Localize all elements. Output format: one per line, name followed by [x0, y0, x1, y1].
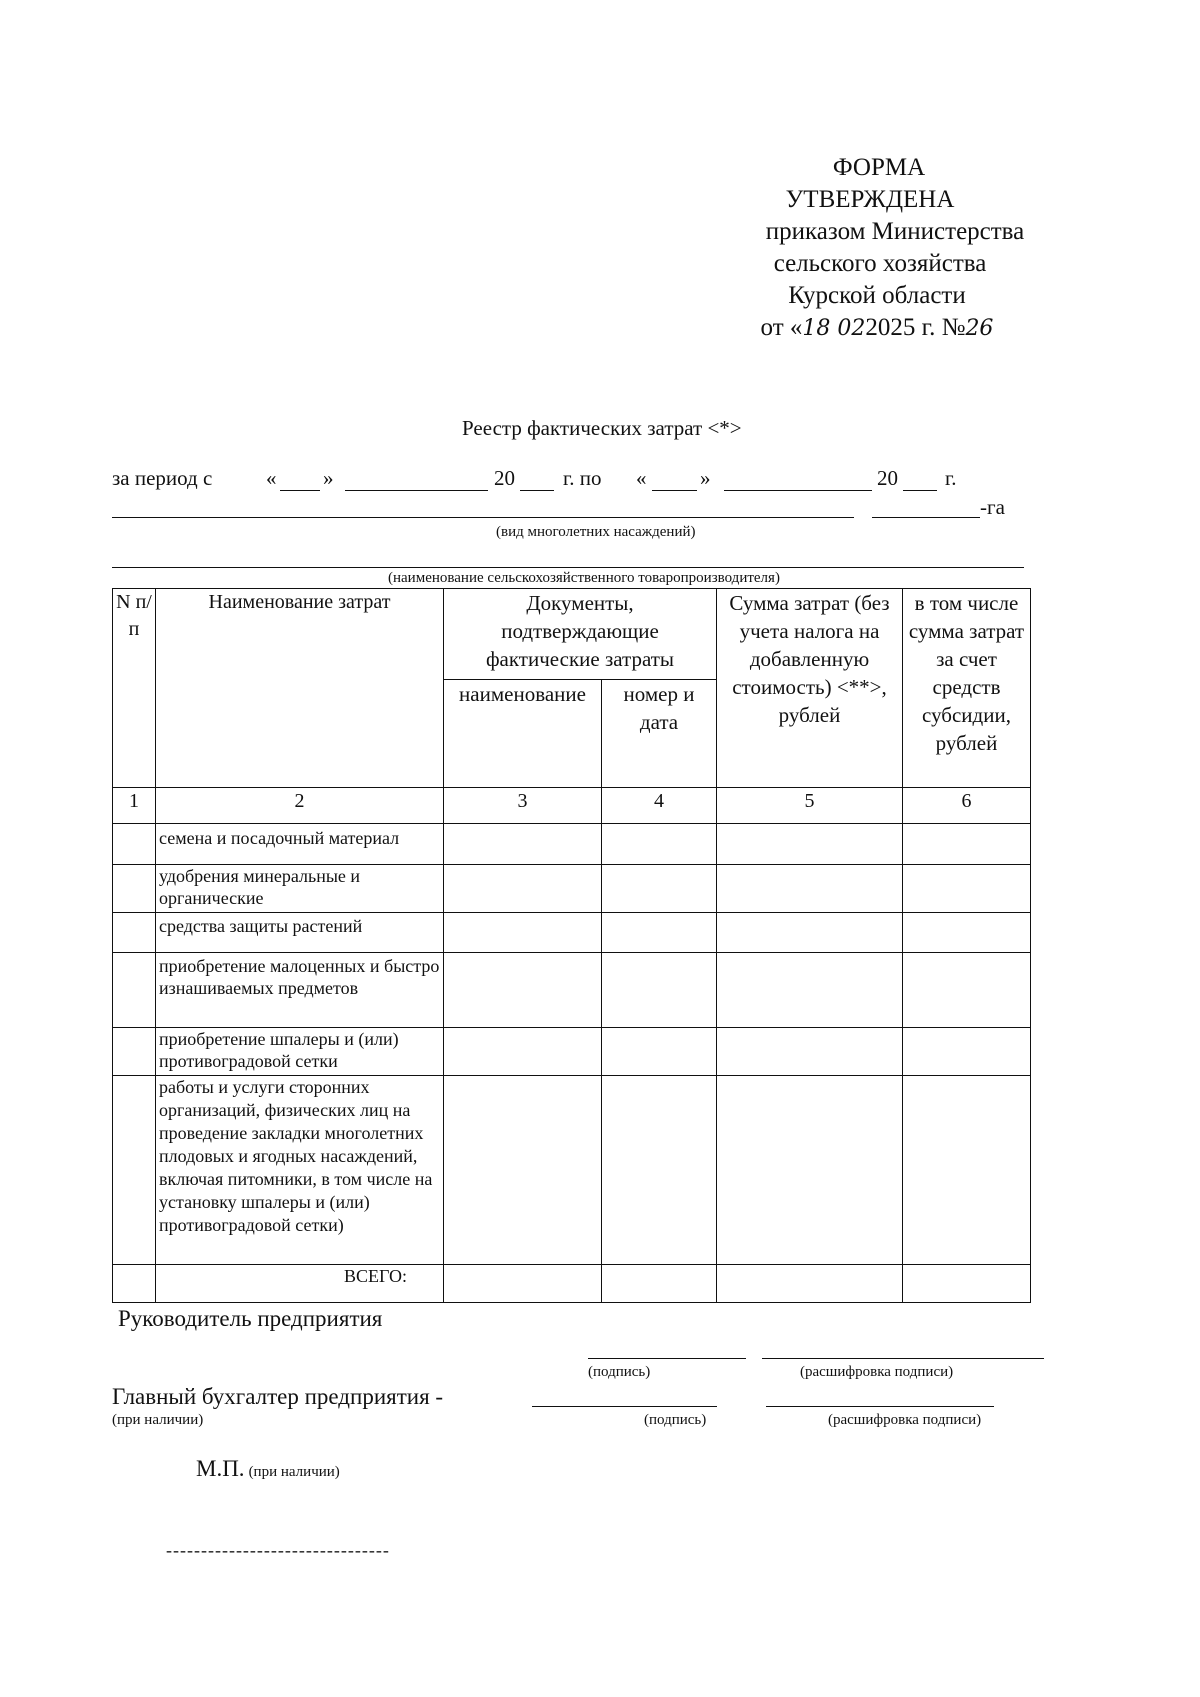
row-doc-number-cell — [602, 913, 717, 953]
total-label: ВСЕГО: — [156, 1265, 444, 1303]
accountant-if-available: (при наличии) — [112, 1412, 204, 1428]
area-unit: -га — [980, 495, 1005, 519]
seal-line — [196, 1456, 340, 1482]
total-num-cell — [113, 1265, 156, 1303]
period-month-2-blank — [724, 490, 872, 491]
row-subsidy-cell — [903, 824, 1031, 865]
row-subsidy-cell — [903, 865, 1031, 913]
row-sum-cell — [717, 1028, 903, 1076]
column-number: 4 — [602, 788, 717, 824]
row-num-cell — [113, 1028, 156, 1076]
row-sum-cell — [717, 953, 903, 1028]
table-row — [113, 913, 1031, 953]
column-number: 5 — [717, 788, 903, 824]
period-year-2: 20 — [877, 466, 898, 490]
period-year-2-blank — [903, 490, 937, 491]
header-num: N п/п — [113, 589, 156, 788]
row-cost-name: работы и услуги сторонних организаций, физических лиц на проведение закладки многолетних плодовых и ягодных насаждений, включая питомники, в том числе на установку шпалеры и (или) противоградовой сетки) — [156, 1076, 444, 1265]
plantation-caption: (вид многолетних насаждений) — [496, 524, 696, 540]
header-sum: Сумма затрат (без учета налога на добавленную стоимость) <**>, рублей — [717, 589, 903, 788]
cost-register-table — [112, 588, 1031, 1303]
column-number: 3 — [444, 788, 602, 824]
row-subsidy-cell — [903, 1028, 1031, 1076]
row-subsidy-cell — [903, 1076, 1031, 1265]
period-open-quote-2: « — [636, 466, 647, 490]
row-cost-name: средства защиты растений — [156, 913, 444, 953]
approval-approved-label: УТВЕРЖДЕНА — [785, 186, 955, 213]
approval-form-label: ФОРМА — [832, 154, 926, 181]
row-cost-name: удобрения минеральные и органические — [156, 865, 444, 913]
column-number: 6 — [903, 788, 1031, 824]
period-day-1-blank — [280, 490, 320, 491]
column-numbers-row — [113, 788, 1031, 824]
row-cost-name: приобретение шпалеры и (или) противоградовой сетки — [156, 1028, 444, 1076]
row-doc-number-cell — [602, 953, 717, 1028]
approval-date-handwritten: 18 02 — [802, 316, 866, 341]
row-num-cell — [113, 824, 156, 865]
total-sum-cell — [717, 1265, 903, 1303]
row-doc-number-cell — [602, 824, 717, 865]
row-subsidy-cell — [903, 913, 1031, 953]
row-cost-name: семена и посадочный материал — [156, 824, 444, 865]
period-day-2-blank — [652, 490, 697, 491]
period-open-quote-1: « — [266, 466, 277, 490]
row-doc-name-cell — [444, 865, 602, 913]
row-subsidy-cell — [903, 953, 1031, 1028]
header-cost-name: Наименование затрат — [156, 589, 444, 788]
row-doc-number-cell — [602, 1076, 717, 1265]
head-decoding-caption: (расшифровка подписи) — [800, 1364, 954, 1380]
table-row — [113, 1076, 1031, 1265]
period-g-po: г. по — [563, 466, 602, 490]
row-sum-cell — [717, 824, 903, 865]
producer-line — [112, 567, 1024, 568]
header-subsidy: в том числе сумма затрат за счет средств субсидии, рублей — [903, 589, 1031, 788]
header-doc-name: наименование — [444, 680, 602, 788]
period-label: за период с — [112, 466, 213, 490]
period-close-quote-2: » — [700, 466, 711, 490]
approval-ministry-label: сельского хозяйства — [773, 250, 987, 277]
document-title: Реестр фактических затрат <*> — [462, 416, 742, 440]
seal-note: (при наличии) — [248, 1464, 340, 1480]
approval-region-label: Курской области — [788, 282, 966, 309]
head-label: Руководитель предприятия — [118, 1306, 383, 1331]
row-num-cell — [113, 1076, 156, 1265]
period-g: г. — [945, 466, 957, 490]
producer-caption: (наименование сельскохозяйственного товаропроизводителя) — [388, 570, 780, 586]
approval-date-suffix: 2025 г. № — [865, 314, 966, 341]
period-month-1-blank — [345, 490, 488, 491]
table-row — [113, 1028, 1031, 1076]
head-decoding-line — [762, 1358, 1044, 1359]
period-year-1-blank — [520, 490, 554, 491]
row-doc-name-cell — [444, 1028, 602, 1076]
head-signature-caption: (подпись) — [588, 1364, 651, 1380]
head-signature-line — [588, 1358, 746, 1359]
area-line — [872, 517, 980, 518]
row-doc-name-cell — [444, 953, 602, 1028]
header-doc-number-date: номер и дата — [602, 680, 717, 788]
accountant-decoding-line — [766, 1406, 994, 1407]
seal-label: М.П. — [196, 1456, 245, 1481]
period-close-quote-1: » — [323, 466, 334, 490]
row-sum-cell — [717, 1076, 903, 1265]
total-subsidy-cell — [903, 1265, 1031, 1303]
row-doc-name-cell — [444, 1076, 602, 1265]
footnote-separator: -------------------------------- — [166, 1540, 390, 1560]
row-doc-name-cell — [444, 913, 602, 953]
row-sum-cell — [717, 913, 903, 953]
column-number: 1 — [113, 788, 156, 824]
total-row — [113, 1265, 1031, 1303]
approval-block — [730, 152, 1060, 345]
accountant-decoding-caption: (расшифровка подписи) — [828, 1412, 982, 1428]
table-row — [113, 865, 1031, 913]
table-row — [113, 953, 1031, 1028]
table-row — [113, 824, 1031, 865]
row-num-cell — [113, 953, 156, 1028]
plantation-type-line — [112, 517, 854, 518]
period-year-1: 20 — [494, 466, 515, 490]
accountant-signature-line — [532, 1406, 717, 1407]
row-doc-number-cell — [602, 865, 717, 913]
total-doc-name-cell — [444, 1265, 602, 1303]
row-doc-name-cell — [444, 824, 602, 865]
row-num-cell — [113, 913, 156, 953]
accountant-label: Главный бухгалтер предприятия - — [112, 1384, 444, 1409]
row-doc-number-cell — [602, 1028, 717, 1076]
approval-date-prefix: от « — [760, 314, 803, 341]
accountant-signature-caption: (подпись) — [644, 1412, 707, 1428]
approval-order-label: приказом Министерства — [765, 218, 1025, 245]
header-documents: Документы, подтверждающие фактические затраты — [444, 589, 717, 680]
total-doc-number-cell — [602, 1265, 717, 1303]
row-sum-cell — [717, 865, 903, 913]
row-num-cell — [113, 865, 156, 913]
approval-date-line — [712, 312, 1042, 345]
approval-number-handwritten: 26 — [965, 316, 994, 341]
column-number: 2 — [156, 788, 444, 824]
row-cost-name: приобретение малоценных и быстро изнашиваемых предметов — [156, 953, 444, 1028]
